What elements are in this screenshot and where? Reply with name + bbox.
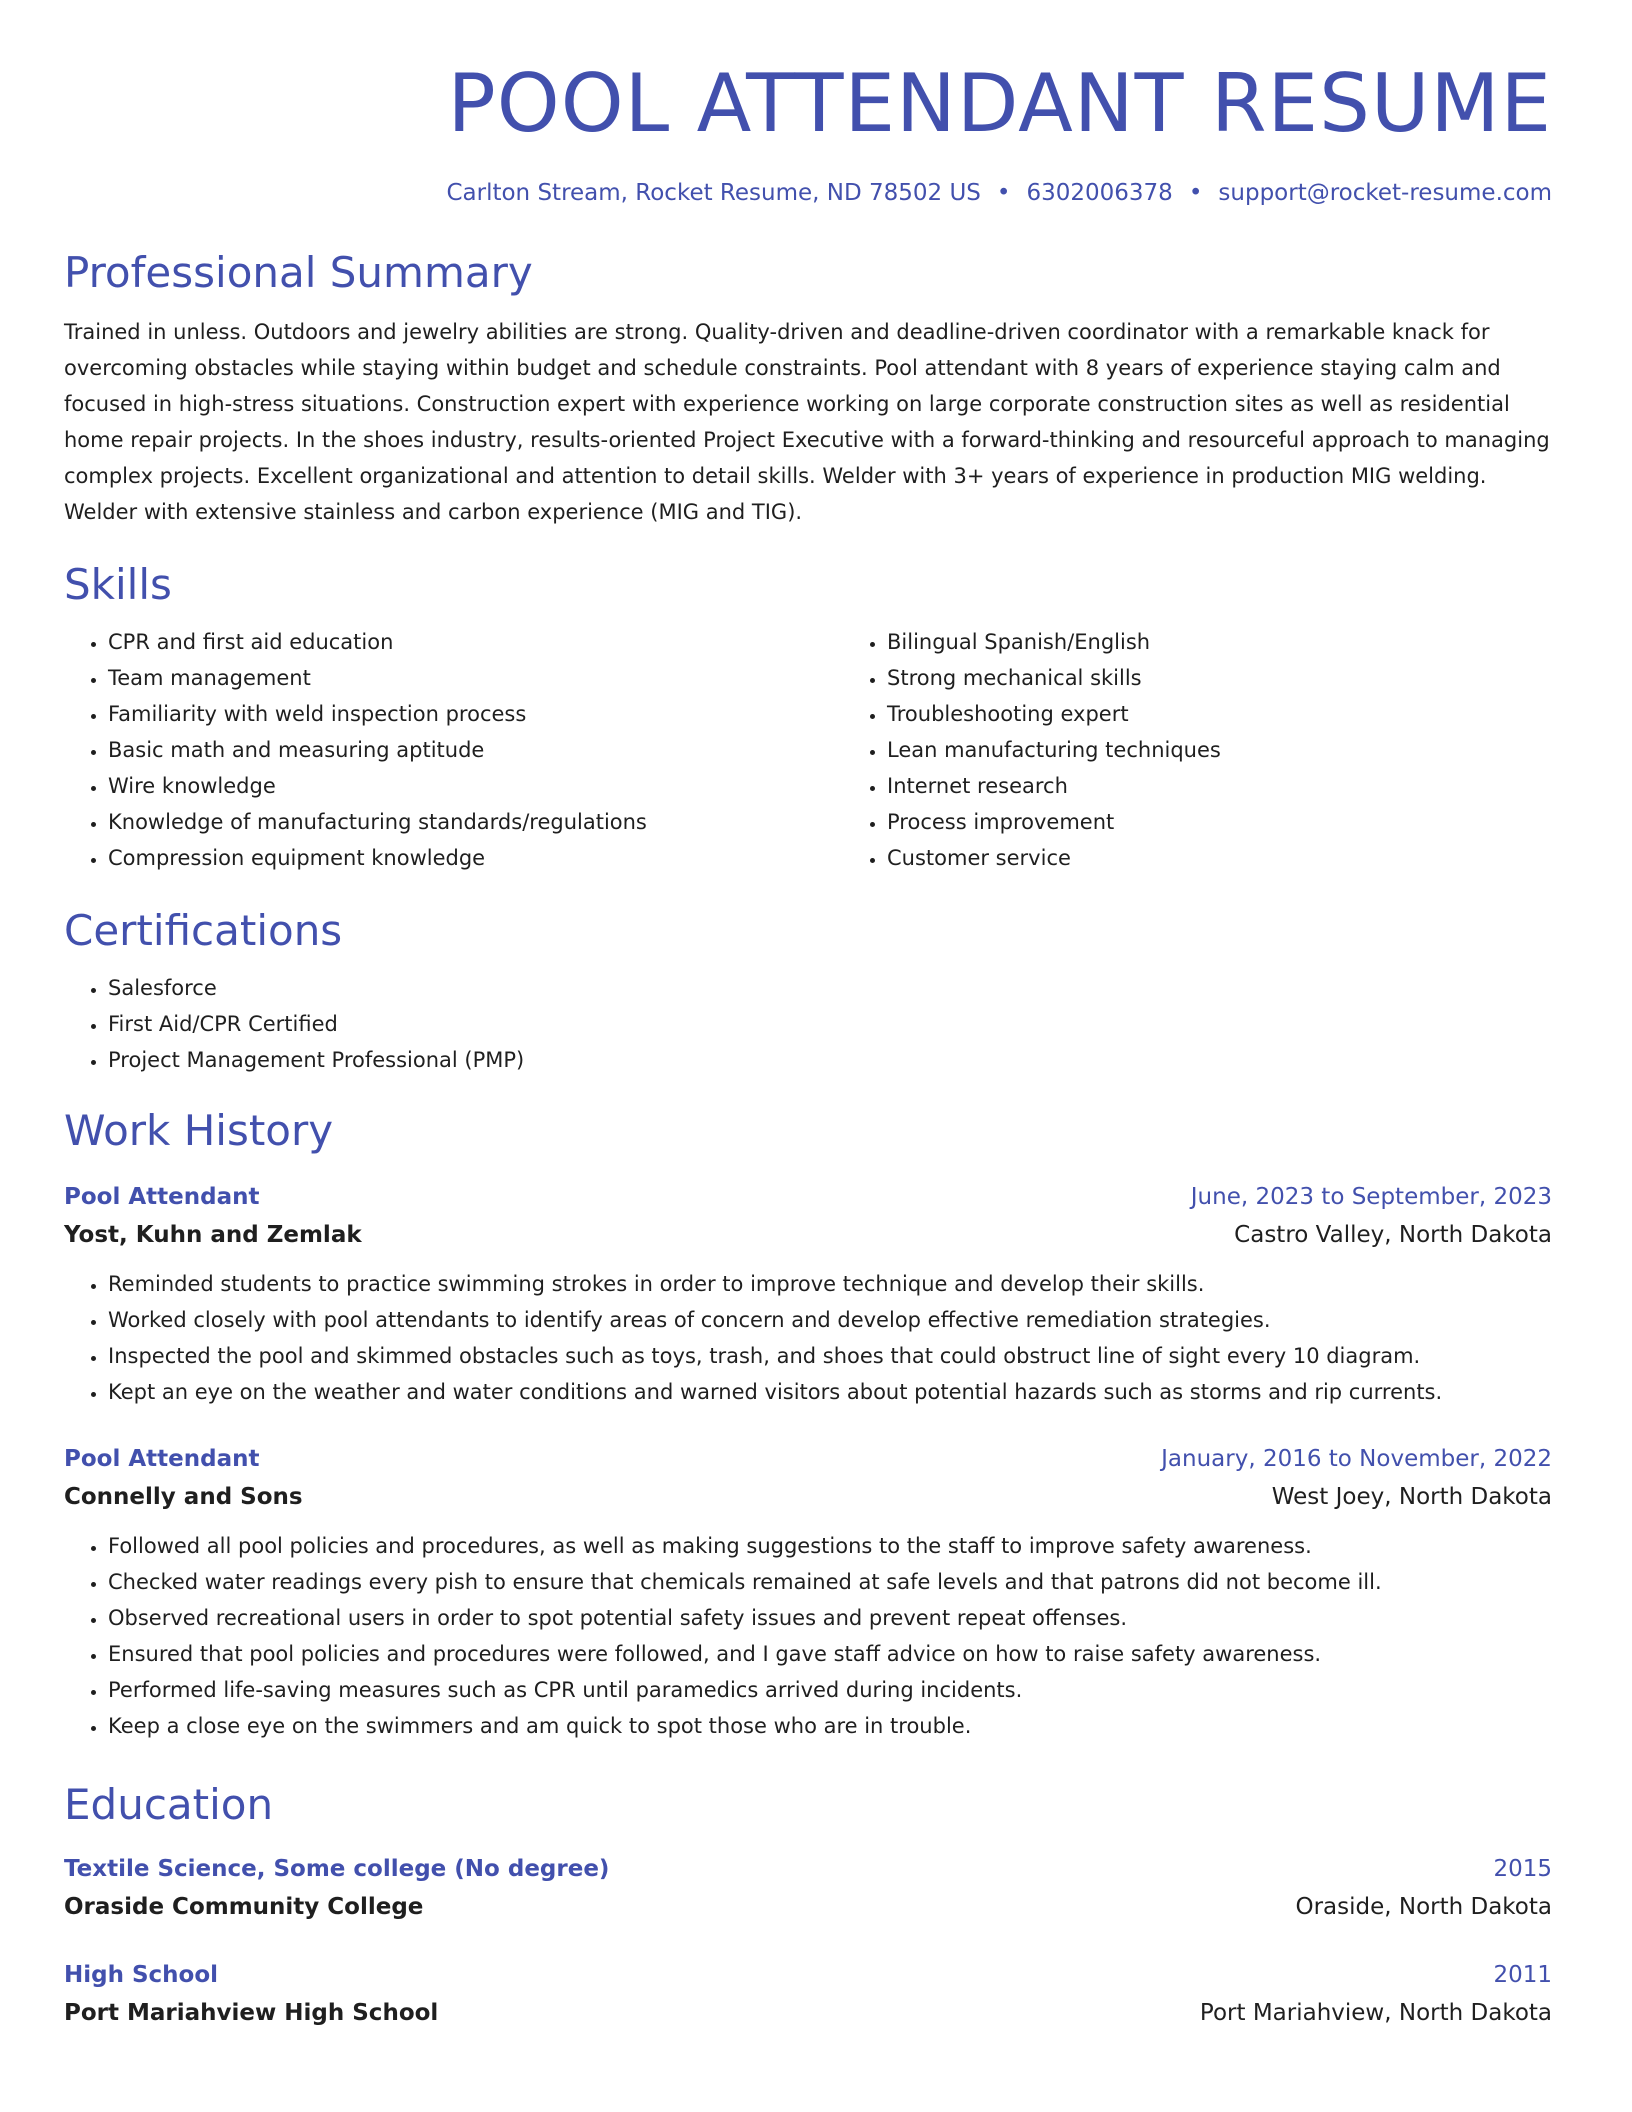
work-history-section [64, 1106, 1552, 1744]
education-year: 2011 [1493, 1962, 1552, 1988]
contact-separator: • [1188, 180, 1203, 206]
job-role: Pool Attendant [64, 1446, 260, 1472]
skill-item: • Internet research [887, 768, 1552, 804]
skills-heading: Skills [64, 560, 172, 609]
education-degree: High School [64, 1962, 219, 1988]
job-bullet: • Kept an eye on the weather and water conditions and warned visitors about potential hazards such as storms and rip currents. [108, 1374, 1552, 1410]
certification-item: • Salesforce [108, 970, 1552, 1006]
job-bullets [64, 1528, 1552, 1744]
job-title-row [64, 1178, 1552, 1216]
certifications-list [64, 970, 1552, 1078]
skill-item: • Compression equipment knowledge [108, 840, 843, 876]
skills-list-right [843, 624, 1552, 876]
resume-page [64, 0, 1552, 2032]
certification-item: • First Aid/CPR Certified [108, 1006, 1552, 1042]
job-bullet: • Worked closely with pool attendants to identify areas of concern and develop effective remediation strategies. [108, 1302, 1552, 1338]
skill-item: • Knowledge of manufacturing standards/regulations [108, 804, 843, 840]
job-location: Castro Valley, North Dakota [1234, 1222, 1552, 1248]
skill-item: • Troubleshooting expert [887, 696, 1552, 732]
certification-item: • Project Management Professional (PMP) [108, 1042, 1552, 1078]
education-degree-row [64, 1850, 1552, 1888]
education-degree: Textile Science, Some college (No degree) [64, 1856, 610, 1882]
contact-separator: • [996, 180, 1011, 206]
job-bullet: • Ensured that pool policies and procedures were followed, and I gave staff advice on how to raise safety awareness. [108, 1636, 1552, 1672]
education-location: Port Mariahview, North Dakota [1199, 2000, 1552, 2026]
job-entry [64, 1440, 1552, 1744]
job-company: Yost, Kuhn and Zemlak [64, 1222, 362, 1248]
skills-section [64, 560, 1552, 876]
skill-item: • Team management [108, 660, 843, 696]
education-school: Oraside Community College [64, 1894, 424, 1920]
skills-columns [64, 624, 1552, 876]
resume-title: POOL ATTENDANT RESUME [447, 57, 1552, 150]
contact-email: support@rocket-resume.com [1218, 180, 1552, 206]
contact-phone: 6302006378 [1026, 180, 1173, 206]
education-school: Port Mariahview High School [64, 2000, 439, 2026]
job-role: Pool Attendant [64, 1184, 260, 1210]
summary-text: Trained in unless. Outdoors and jewelry abilities are strong. Quality-driven and deadline-driven coordinator with a remarkable knack for overcoming obstacles while staying within budget and schedule constraints. Pool attendant with 8 years of experience staying calm and focused in high-stress situations. Construction expert with experience working on large corporate construction sites as well as residential home repair projects. In the shoes industry, results-oriented Project Executive with a forward-thinking and resourceful approach to managing complex projects. Excellent organizational and attention to detail skills. Welder with 3+ years of experience in production MIG welding. Welder with extensive stainless and carbon experience (MIG and TIG). [64, 320, 1550, 524]
skill-item: • Familiarity with weld inspection process [108, 696, 843, 732]
skill-item: • Customer service [887, 840, 1552, 876]
education-entry [64, 1850, 1552, 1926]
job-bullet: • Inspected the pool and skimmed obstacles such as toys, trash, and shoes that could obstruct line of sight every 10 diagram. [108, 1338, 1552, 1374]
education-entry [64, 1956, 1552, 2032]
education-section [64, 1780, 1552, 2032]
job-bullet: • Checked water readings every pish to ensure that chemicals remained at safe levels and that patrons did not become ill. [108, 1564, 1552, 1600]
job-bullet: • Performed life-saving measures such as CPR until paramedics arrived during incidents. [108, 1672, 1552, 1708]
certifications-section [64, 906, 1552, 1078]
skill-item: • CPR and first aid education [108, 624, 843, 660]
skill-item: • Strong mechanical skills [887, 660, 1552, 696]
job-company-row [64, 1216, 1552, 1254]
skills-list-left [64, 624, 843, 876]
education-year: 2015 [1493, 1856, 1552, 1882]
education-location: Oraside, North Dakota [1295, 1894, 1552, 1920]
job-dates: January, 2016 to November, 2022 [1161, 1446, 1552, 1472]
education-school-row [64, 1994, 1552, 2032]
job-company-row [64, 1478, 1552, 1516]
skill-item: • Lean manufacturing techniques [887, 732, 1552, 768]
job-entry [64, 1178, 1552, 1410]
certifications-heading: Certifications [64, 906, 343, 955]
job-bullet: • Keep a close eye on the swimmers and am quick to spot those who are in trouble. [108, 1708, 1552, 1744]
skill-item: • Bilingual Spanish/English [887, 624, 1552, 660]
job-bullets [64, 1266, 1552, 1410]
job-dates: June, 2023 to September, 2023 [1190, 1184, 1552, 1210]
job-bullet: • Observed recreational users in order to spot potential safety issues and prevent repeat offenses. [108, 1600, 1552, 1636]
work-history-heading: Work History [64, 1106, 334, 1155]
skill-item: • Basic math and measuring aptitude [108, 732, 843, 768]
job-company: Connelly and Sons [64, 1484, 303, 1510]
education-school-row [64, 1888, 1552, 1926]
contact-address: Carlton Stream, Rocket Resume, ND 78502 US [446, 180, 981, 206]
job-location: West Joey, North Dakota [1271, 1484, 1552, 1510]
skill-item: • Process improvement [887, 804, 1552, 840]
contact-line [64, 178, 1552, 208]
job-bullet: • Followed all pool policies and procedures, as well as making suggestions to the staff to improve safety awareness. [108, 1528, 1552, 1564]
education-heading: Education [64, 1780, 274, 1829]
job-title-row [64, 1440, 1552, 1478]
education-degree-row [64, 1956, 1552, 1994]
job-bullet: • Reminded students to practice swimming strokes in order to improve technique and develop their skills. [108, 1266, 1552, 1302]
summary-heading: Professional Summary [64, 248, 533, 297]
skill-item: • Wire knowledge [108, 768, 843, 804]
summary-section [64, 248, 1552, 530]
